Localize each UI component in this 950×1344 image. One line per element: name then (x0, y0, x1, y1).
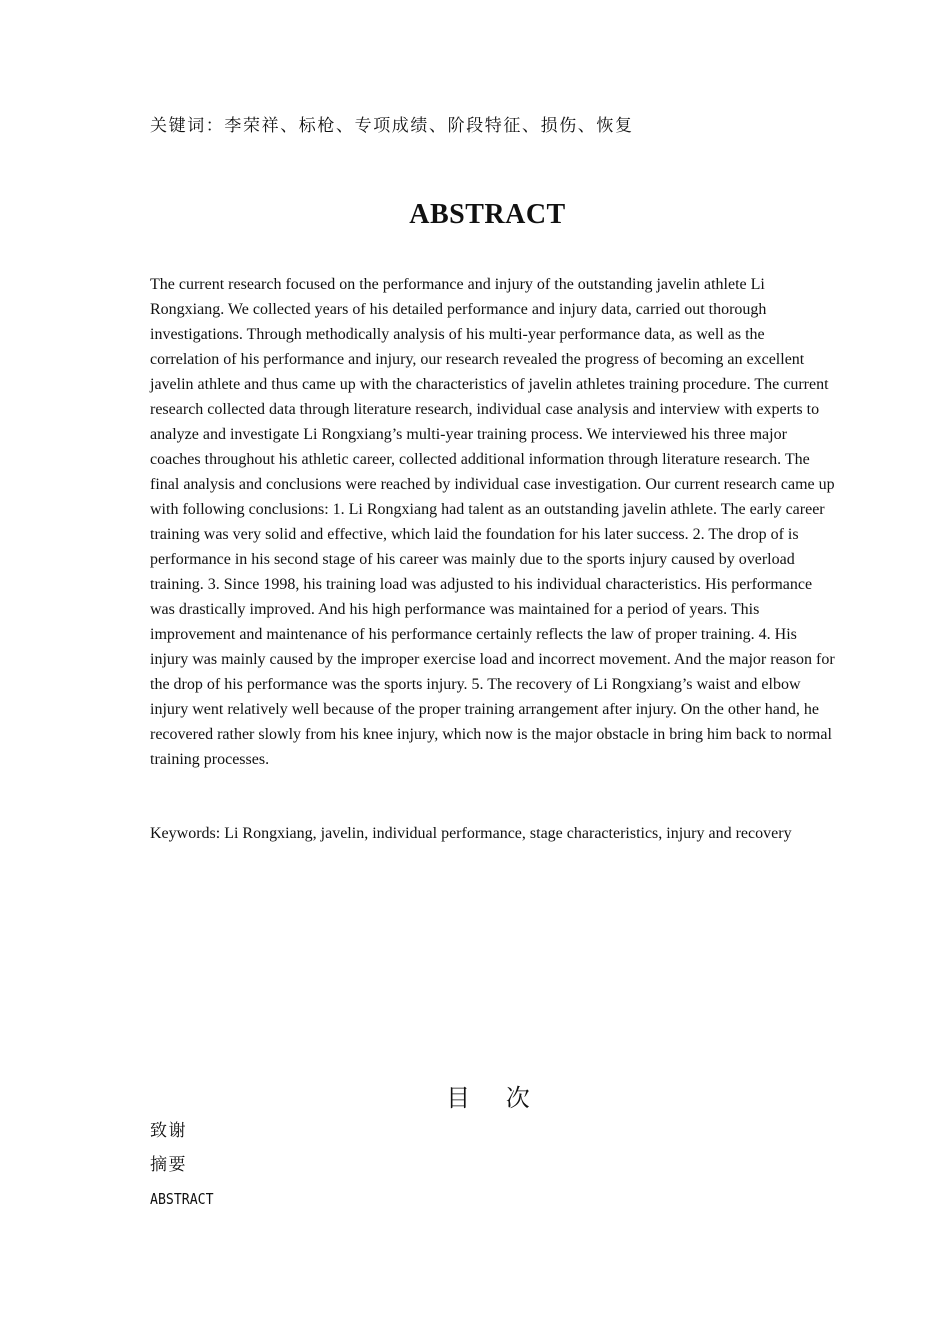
abstract-title: ABSTRACT (409, 198, 566, 230)
english-keywords: Keywords: Li Rongxiang, javelin, individual performance, stage characteristics, injury and recovery (150, 825, 792, 842)
table-of-contents (150, 1118, 222, 1220)
toc-title: 目 次 (446, 1084, 544, 1112)
chinese-keywords-line (150, 114, 634, 138)
chinese-keywords-value: 李荣祥、标枪、专项成绩、阶段特征、损伤、恢复 (224, 116, 634, 136)
chinese-keywords-label: 关键词： (150, 116, 225, 136)
abstract-body: The current research focused on the performance and injury of the outstanding javelin athlete Li Rongxiang. We collected years of his detailed performance and injury data, carried out thorough investigations. Through methodically analysis of his multi-year performance data, as well as the correlation of his performance and injury, our research revealed the progress of becoming an excellent javelin athlete and thus came up with the characteristics of javelin athletes training procedure. The current research collected data through literature research, individual case analysis and interview with experts to analyze and investigate Li Rongxiang’s multi-year training process. We interviewed his three major coaches throughout his athletic career, collected additional information through literature research. The final analysis and conclusions were reached by individual case investigation. Our current research came up with following conclusions: 1. Li Rongxiang had talent as an outstanding javelin athlete. The early career training was very solid and effective, which laid the foundation for his later success. 2. The drop of is performance in his second stage of his career was mainly due to the sports injury caused by overload training. 3. Since 1998, his training load was adjusted to his individual characteristics. His performance was drastically improved. And his high performance was maintained for a period of years. This improvement and maintenance of his performance certainly reflects the law of proper training. 4. His injury was mainly caused by the improper exercise load and incorrect movement. And the major reason for the drop of his performance was the sports injury. 5. The recovery of Li Rongxiang’s waist and elbow injury went relatively well because of the proper training arrangement after injury. On the other hand, he recovered rather slowly from his knee injury, which now is the major obstacle in bring him back to normal training processes. (150, 276, 835, 768)
toc-item-acknowledgements[interactable]: 致谢 (150, 1121, 187, 1141)
toc-item-chinese-abstract[interactable]: 摘要 (150, 1155, 187, 1175)
toc-item-english-abstract[interactable]: ABSTRACT (150, 1190, 214, 1208)
